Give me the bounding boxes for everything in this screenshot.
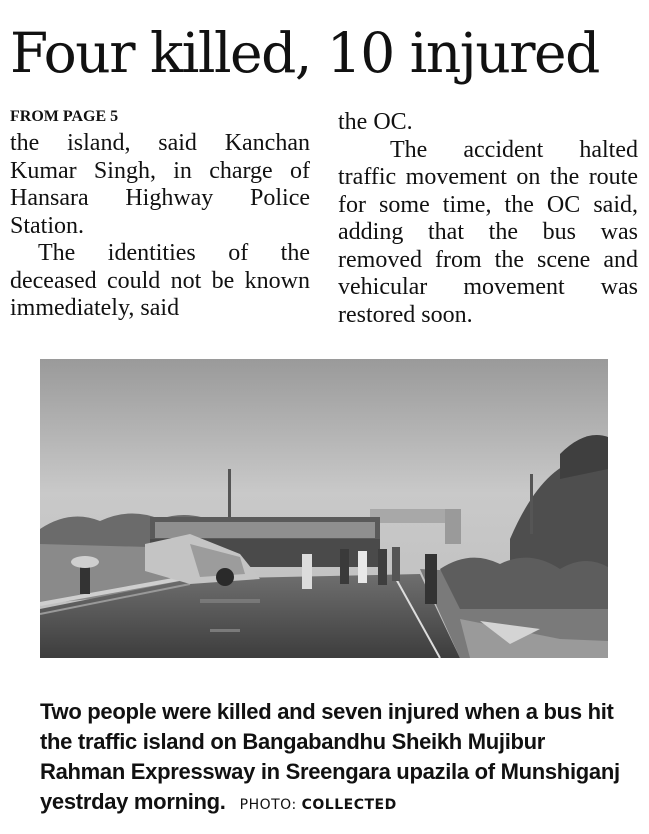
news-photo xyxy=(40,359,608,658)
caption-text: Two people were killed and seven injured when a bus hit the traffic island on Bangabandhu Sheikh Mujibur Rahman Expressway in Sreengara upazila of Munshiganj yestrday morning. xyxy=(40,699,620,814)
photo-credit-label: PHOTO: xyxy=(239,797,297,813)
photo-caption xyxy=(40,697,620,820)
photo-credit-value: COLLECTED xyxy=(301,797,397,813)
article-paragraph: The accident halted traffic movement on the route for some time, the OC said, adding that the bus was removed from the scene and vehicular movement was restored soon. xyxy=(338,136,638,328)
article-paragraph: the OC. xyxy=(338,109,413,135)
article-column-2 xyxy=(338,109,638,329)
article-paragraph: The identities of the deceased could not be known immediately, said xyxy=(10,240,310,321)
headline: Four killed, 10 injured xyxy=(10,21,599,85)
article-paragraph: the island, said Kanchan Kumar Singh, in charge of Hansara Highway Police Station. xyxy=(10,130,310,239)
photo-credit xyxy=(240,797,397,813)
continuation-kicker: FROM PAGE 5 xyxy=(10,108,119,125)
article-column-1 xyxy=(10,130,310,323)
